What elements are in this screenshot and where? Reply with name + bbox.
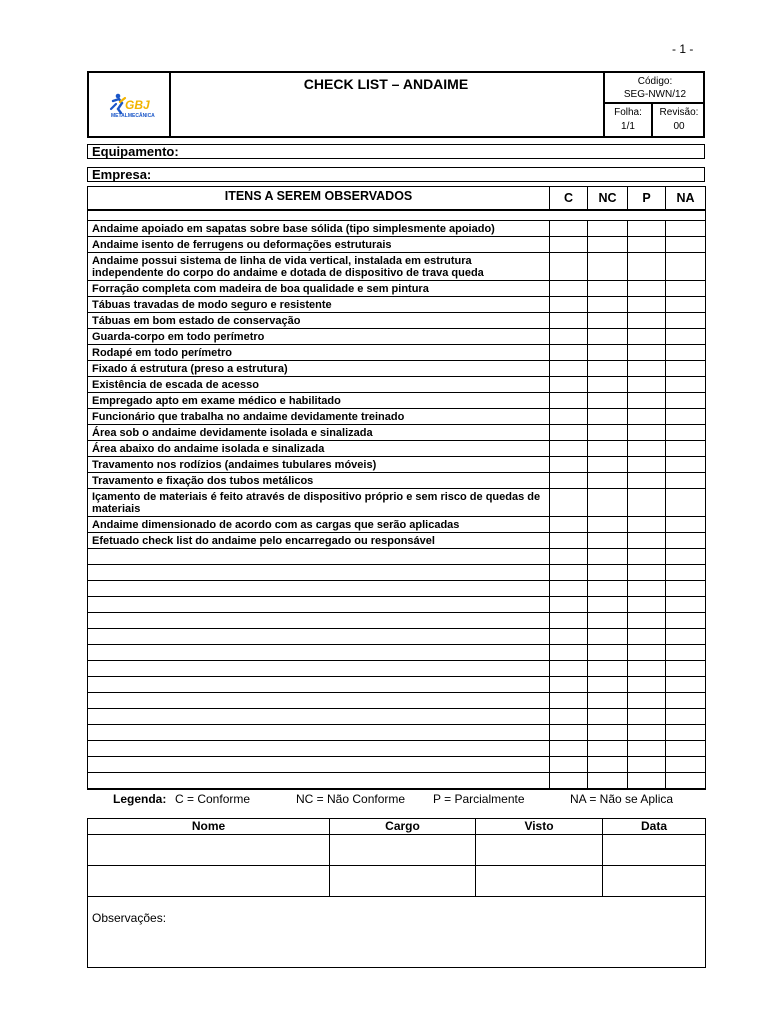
equipment-field[interactable]	[87, 144, 705, 159]
check-box-nc[interactable]	[588, 741, 628, 757]
check-box-nc[interactable]	[588, 517, 628, 533]
check-box-p[interactable]	[628, 661, 666, 677]
blank-row	[88, 613, 706, 629]
check-box-p[interactable]	[628, 281, 666, 297]
page-number: - 1 -	[672, 42, 694, 56]
check-box-nc[interactable]	[588, 281, 628, 297]
check-box-p[interactable]	[628, 613, 666, 629]
check-box-na[interactable]	[666, 533, 706, 549]
checklist-row	[88, 361, 706, 377]
legend-na: NA = Não se Aplica	[570, 792, 674, 806]
item-text	[88, 613, 550, 629]
check-box-p[interactable]	[628, 581, 666, 597]
checklist-row	[88, 281, 706, 297]
signature-header-row	[88, 819, 706, 835]
blank-row	[88, 693, 706, 709]
check-box-na[interactable]	[666, 773, 706, 790]
item-text	[88, 725, 550, 741]
check-box-c[interactable]	[550, 361, 588, 377]
check-box-nc[interactable]	[588, 565, 628, 581]
blank-row	[88, 757, 706, 773]
sheet-box	[605, 104, 653, 136]
code-value: SEG-NWN/12	[623, 89, 687, 100]
company-label: Empresa:	[92, 167, 152, 182]
item-text	[88, 549, 550, 565]
check-box-na[interactable]	[666, 757, 706, 773]
checklist-row	[88, 345, 706, 361]
check-box-c[interactable]	[550, 345, 588, 361]
date-cell[interactable]	[603, 866, 706, 897]
blank-row	[88, 645, 706, 661]
document-header	[87, 71, 705, 138]
check-box-na[interactable]	[666, 725, 706, 741]
check-box-c[interactable]	[550, 709, 588, 725]
check-box-nc[interactable]	[588, 693, 628, 709]
check-box-na[interactable]	[666, 565, 706, 581]
check-box-na[interactable]	[666, 313, 706, 329]
blank-row	[88, 709, 706, 725]
check-box-na[interactable]	[666, 457, 706, 473]
item-text: Travamento nos rodízios (andaimes tubulares móveis)	[88, 457, 550, 473]
checklist-row	[88, 409, 706, 425]
checklist-row	[88, 329, 706, 345]
check-box-nc[interactable]	[588, 725, 628, 741]
check-box-c[interactable]	[550, 377, 588, 393]
checklist-row	[88, 313, 706, 329]
check-box-nc[interactable]	[588, 297, 628, 313]
item-text: Forração completa com madeira de boa qualidade e sem pintura	[88, 281, 550, 297]
legend-p: P = Parcialmente	[433, 792, 525, 806]
check-box-na[interactable]	[666, 661, 706, 677]
blank-row	[88, 549, 706, 565]
check-box-na[interactable]	[666, 221, 706, 237]
check-box-c[interactable]	[550, 313, 588, 329]
legend-nc: NC = Não Conforme	[296, 792, 406, 806]
item-text: Área abaixo do andaime isolada e sinalizada	[88, 441, 550, 457]
check-box-na[interactable]	[666, 693, 706, 709]
check-box-nc[interactable]	[588, 645, 628, 661]
check-box-p[interactable]	[628, 345, 666, 361]
item-text	[88, 677, 550, 693]
item-text	[88, 597, 550, 613]
check-box-p[interactable]	[628, 329, 666, 345]
signature-table	[87, 818, 706, 968]
check-box-p[interactable]	[628, 297, 666, 313]
check-box-c[interactable]	[550, 329, 588, 345]
item-text	[88, 581, 550, 597]
item-text	[88, 741, 550, 757]
check-box-nc[interactable]	[588, 489, 628, 517]
check-box-c[interactable]	[550, 517, 588, 533]
check-box-c[interactable]	[550, 661, 588, 677]
check-box-c[interactable]	[550, 629, 588, 645]
check-box-nc[interactable]	[588, 329, 628, 345]
item-text: Içamento de materiais é feito através de dispositivo próprio e sem risco de quedas de materiais	[88, 489, 550, 517]
visa-cell[interactable]	[476, 866, 603, 897]
check-box-p[interactable]	[628, 237, 666, 253]
item-text: Andaime isento de ferrugens ou deformações estruturais	[88, 237, 550, 253]
item-text	[88, 693, 550, 709]
check-box-na[interactable]	[666, 253, 706, 281]
check-box-p[interactable]	[628, 709, 666, 725]
check-box-p[interactable]	[628, 313, 666, 329]
check-box-p[interactable]	[628, 533, 666, 549]
blank-row	[88, 565, 706, 581]
check-box-na[interactable]	[666, 517, 706, 533]
check-box-c[interactable]	[550, 221, 588, 237]
check-box-p[interactable]	[628, 377, 666, 393]
check-box-c[interactable]	[550, 533, 588, 549]
item-text	[88, 773, 550, 790]
check-box-c[interactable]	[550, 725, 588, 741]
company-logo	[89, 73, 169, 136]
item-text: Tábuas travadas de modo seguro e resistente	[88, 297, 550, 313]
check-box-p[interactable]	[628, 409, 666, 425]
item-text	[88, 645, 550, 661]
checklist-row	[88, 517, 706, 533]
check-box-p[interactable]	[628, 597, 666, 613]
check-box-c[interactable]	[550, 693, 588, 709]
check-box-p[interactable]	[628, 361, 666, 377]
col-header-name: Nome	[88, 819, 330, 835]
checklist-row	[88, 457, 706, 473]
observations-cell[interactable]	[88, 897, 706, 968]
item-text: Efetuado check list do andaime pelo encarregado ou responsável	[88, 533, 550, 549]
code-box	[605, 73, 705, 104]
checklist-row	[88, 533, 706, 549]
check-box-c[interactable]	[550, 757, 588, 773]
check-box-na[interactable]	[666, 597, 706, 613]
check-box-c[interactable]	[550, 677, 588, 693]
col-header-items: ITENS A SEREM OBSERVADOS	[88, 187, 550, 211]
check-box-nc[interactable]	[588, 425, 628, 441]
check-box-c[interactable]	[550, 613, 588, 629]
check-box-c[interactable]	[550, 253, 588, 281]
check-box-na[interactable]	[666, 581, 706, 597]
check-box-p[interactable]	[628, 629, 666, 645]
item-text: Funcionário que trabalha no andaime devidamente treinado	[88, 409, 550, 425]
revision-box	[653, 104, 705, 136]
item-text: Tábuas em bom estado de conservação	[88, 313, 550, 329]
col-header-visa: Visto	[476, 819, 603, 835]
header-spacer	[88, 210, 706, 221]
check-box-nc[interactable]	[588, 773, 628, 790]
checklist-row	[88, 441, 706, 457]
check-box-na[interactable]	[666, 549, 706, 565]
logo-cell	[89, 73, 171, 136]
check-box-nc[interactable]	[588, 677, 628, 693]
check-box-nc[interactable]	[588, 757, 628, 773]
checklist-row	[88, 393, 706, 409]
checklist-row	[88, 237, 706, 253]
logo-figure-icon	[111, 94, 125, 113]
check-box-c[interactable]	[550, 425, 588, 441]
item-text	[88, 629, 550, 645]
logo-subtext: METALMECÂNICA	[111, 113, 155, 119]
check-box-c[interactable]	[550, 565, 588, 581]
check-box-c[interactable]	[550, 393, 588, 409]
check-box-nc[interactable]	[588, 549, 628, 565]
check-box-c[interactable]	[550, 409, 588, 425]
check-box-nc[interactable]	[588, 457, 628, 473]
blank-row	[88, 725, 706, 741]
check-box-c[interactable]	[550, 489, 588, 517]
blank-row	[88, 773, 706, 790]
blank-row	[88, 741, 706, 757]
check-box-na[interactable]	[666, 741, 706, 757]
revision-label: Revisão:	[659, 107, 699, 118]
check-box-nc[interactable]	[588, 613, 628, 629]
checklist-row	[88, 297, 706, 313]
role-cell[interactable]	[330, 835, 476, 866]
checklist-table	[87, 186, 706, 790]
col-header-role: Cargo	[330, 819, 476, 835]
check-box-na[interactable]	[666, 377, 706, 393]
observations-label: Observações:	[92, 911, 167, 925]
check-box-nc[interactable]	[588, 581, 628, 597]
check-box-p[interactable]	[628, 693, 666, 709]
sheet-label: Folha:	[614, 107, 642, 118]
legend-c: C = Conforme	[175, 792, 251, 806]
check-box-na[interactable]	[666, 489, 706, 517]
check-box-p[interactable]	[628, 489, 666, 517]
check-box-nc[interactable]	[588, 345, 628, 361]
blank-row	[88, 661, 706, 677]
check-box-na[interactable]	[666, 329, 706, 345]
item-text: Área sob o andaime devidamente isolada e sinalizada	[88, 425, 550, 441]
item-text: Existência de escada de acesso	[88, 377, 550, 393]
check-box-c[interactable]	[550, 597, 588, 613]
check-box-nc[interactable]	[588, 237, 628, 253]
item-text	[88, 661, 550, 677]
blank-row	[88, 629, 706, 645]
checklist-row	[88, 425, 706, 441]
checklist-row	[88, 473, 706, 489]
check-box-na[interactable]	[666, 281, 706, 297]
item-text: Andaime possui sistema de linha de vida vertical, instalada em estrutura independente do corpo do andaime e dotada de dispositivo de trava queda	[88, 253, 550, 281]
check-box-na[interactable]	[666, 237, 706, 253]
check-box-p[interactable]	[628, 425, 666, 441]
name-cell[interactable]	[88, 866, 330, 897]
check-box-c[interactable]	[550, 281, 588, 297]
check-box-c[interactable]	[550, 581, 588, 597]
checklist-row	[88, 253, 706, 281]
check-box-na[interactable]	[666, 473, 706, 489]
check-box-nc[interactable]	[588, 313, 628, 329]
blank-row	[88, 677, 706, 693]
check-box-nc[interactable]	[588, 377, 628, 393]
check-box-na[interactable]	[666, 297, 706, 313]
title-cell	[169, 73, 603, 136]
item-text: Andaime dimensionado de acordo com as cargas que serão aplicadas	[88, 517, 550, 533]
check-box-p[interactable]	[628, 473, 666, 489]
check-box-p[interactable]	[628, 757, 666, 773]
check-box-p[interactable]	[628, 565, 666, 581]
item-text	[88, 709, 550, 725]
col-header-c: C	[550, 187, 588, 211]
check-box-nc[interactable]	[588, 441, 628, 457]
blank-row	[88, 597, 706, 613]
check-box-na[interactable]	[666, 345, 706, 361]
check-box-c[interactable]	[550, 237, 588, 253]
visa-cell[interactable]	[476, 835, 603, 866]
item-text	[88, 757, 550, 773]
check-box-c[interactable]	[550, 441, 588, 457]
check-box-p[interactable]	[628, 517, 666, 533]
check-box-p[interactable]	[628, 773, 666, 790]
role-cell[interactable]	[330, 866, 476, 897]
checklist-row	[88, 221, 706, 237]
checklist-header-row	[88, 187, 706, 211]
observations-row[interactable]	[88, 897, 706, 968]
check-box-na[interactable]	[666, 709, 706, 725]
check-box-na[interactable]	[666, 645, 706, 661]
check-box-p[interactable]	[628, 253, 666, 281]
check-box-nc[interactable]	[588, 709, 628, 725]
check-box-p[interactable]	[628, 677, 666, 693]
col-header-p: P	[628, 187, 666, 211]
signature-row	[88, 835, 706, 866]
check-box-nc[interactable]	[588, 409, 628, 425]
col-header-na: NA	[666, 187, 706, 211]
checklist-row	[88, 489, 706, 517]
check-box-nc[interactable]	[588, 473, 628, 489]
code-label: Código:	[637, 76, 673, 87]
check-box-nc[interactable]	[588, 221, 628, 237]
check-box-c[interactable]	[550, 473, 588, 489]
item-text: Travamento e fixação dos tubos metálicos	[88, 473, 550, 489]
check-box-nc[interactable]	[588, 253, 628, 281]
check-box-p[interactable]	[628, 645, 666, 661]
check-box-na[interactable]	[666, 393, 706, 409]
check-box-p[interactable]	[628, 741, 666, 757]
check-box-c[interactable]	[550, 645, 588, 661]
item-text: Rodapé em todo perímetro	[88, 345, 550, 361]
check-box-p[interactable]	[628, 441, 666, 457]
check-box-c[interactable]	[550, 549, 588, 565]
legend-label: Legenda:	[113, 792, 167, 806]
check-box-na[interactable]	[666, 629, 706, 645]
check-box-na[interactable]	[666, 425, 706, 441]
company-field[interactable]	[87, 167, 705, 182]
document-title: CHECK LIST – ANDAIME	[303, 76, 469, 92]
check-box-p[interactable]	[628, 725, 666, 741]
check-box-nc[interactable]	[588, 597, 628, 613]
revision-value: 00	[673, 121, 685, 132]
name-cell[interactable]	[88, 835, 330, 866]
item-text	[88, 565, 550, 581]
check-box-nc[interactable]	[588, 393, 628, 409]
col-header-nc: NC	[588, 187, 628, 211]
date-cell[interactable]	[603, 835, 706, 866]
check-box-c[interactable]	[550, 297, 588, 313]
check-box-na[interactable]	[666, 409, 706, 425]
check-box-nc[interactable]	[588, 661, 628, 677]
check-box-p[interactable]	[628, 549, 666, 565]
check-box-p[interactable]	[628, 393, 666, 409]
equipment-label: Equipamento:	[92, 144, 179, 159]
meta-cell	[603, 73, 705, 136]
checklist-row	[88, 377, 706, 393]
check-box-nc[interactable]	[588, 629, 628, 645]
check-box-nc[interactable]	[588, 533, 628, 549]
item-text: Empregado apto em exame médico e habilitado	[88, 393, 550, 409]
check-box-c[interactable]	[550, 741, 588, 757]
check-box-c[interactable]	[550, 773, 588, 790]
item-text: Fixado á estrutura (preso a estrutura)	[88, 361, 550, 377]
check-box-p[interactable]	[628, 457, 666, 473]
item-text: Guarda-corpo em todo perímetro	[88, 329, 550, 345]
item-text: Andaime apoiado em sapatas sobre base sólida (tipo simplesmente apoiado)	[88, 221, 550, 237]
col-header-date: Data	[603, 819, 706, 835]
sheet-value: 1/1	[621, 121, 635, 132]
check-box-na[interactable]	[666, 613, 706, 629]
check-box-nc[interactable]	[588, 361, 628, 377]
blank-row	[88, 581, 706, 597]
check-box-na[interactable]	[666, 441, 706, 457]
check-box-na[interactable]	[666, 361, 706, 377]
signature-row	[88, 866, 706, 897]
check-box-c[interactable]	[550, 457, 588, 473]
check-box-p[interactable]	[628, 221, 666, 237]
check-box-na[interactable]	[666, 677, 706, 693]
logo-text: GBJ	[125, 98, 150, 112]
